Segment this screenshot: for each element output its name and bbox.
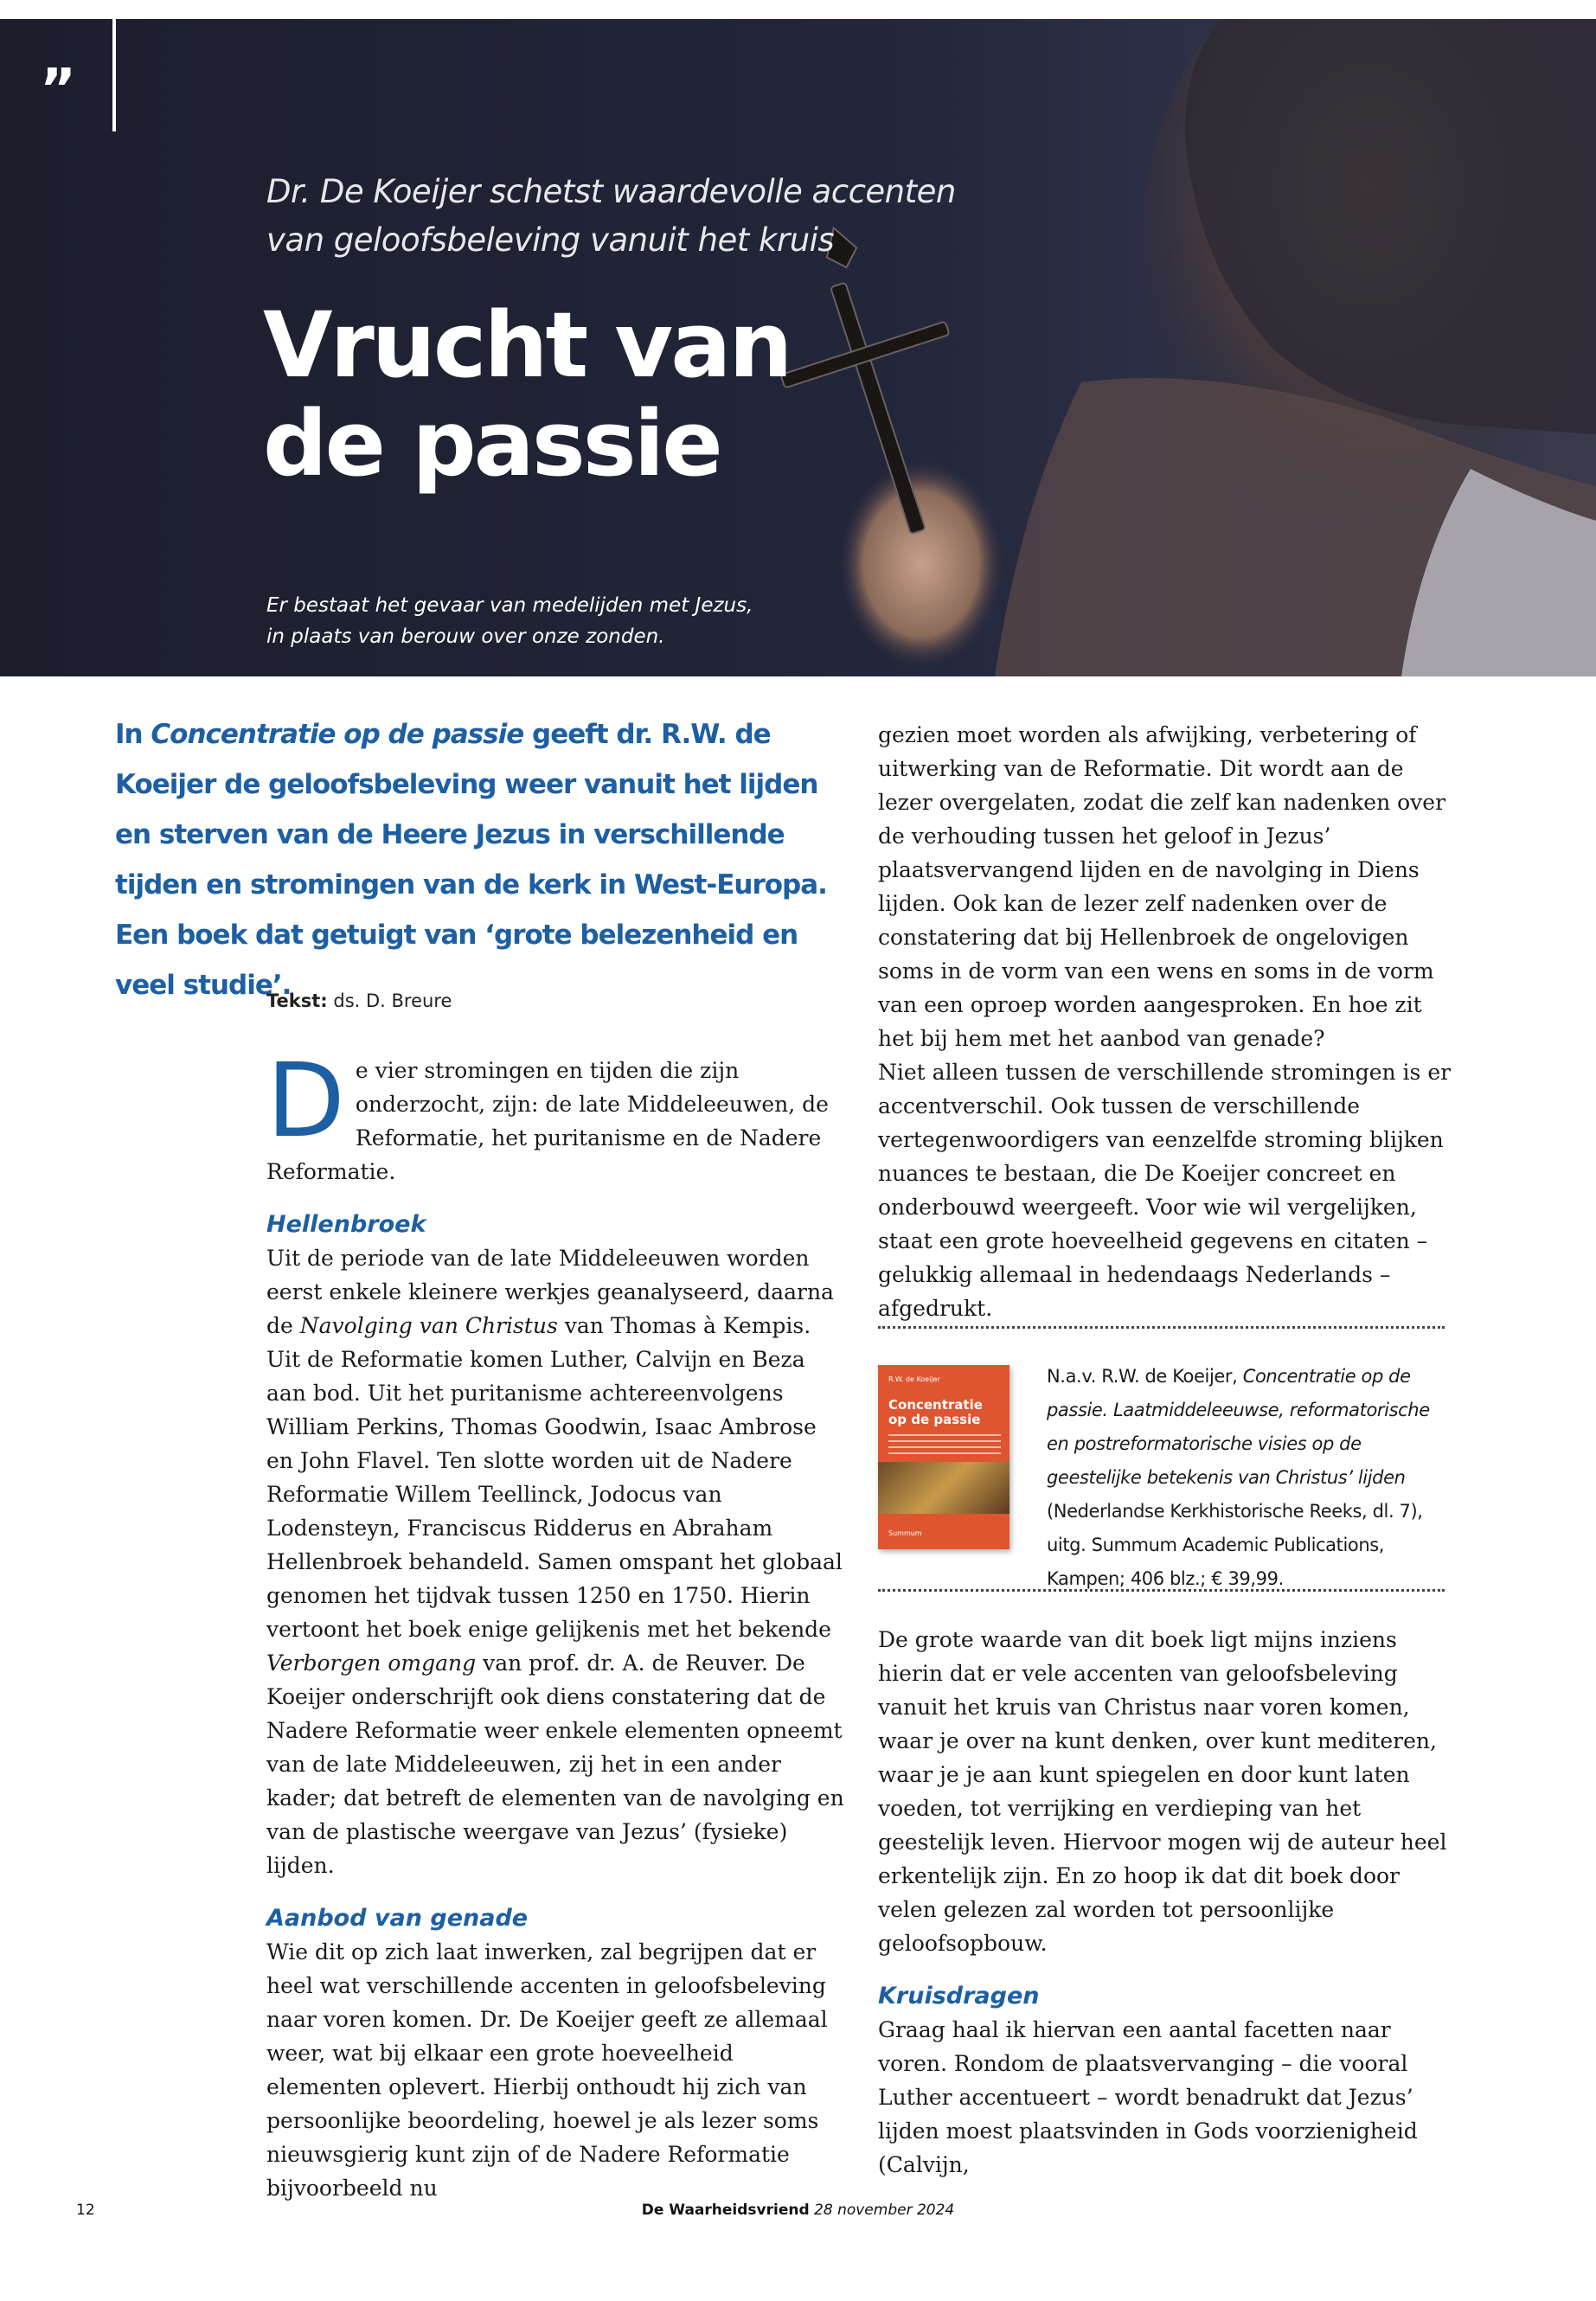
title-line-2: de passie [263,391,721,497]
book-info [1047,1360,1453,1596]
section-heading-kruisdragen: Kruisdragen [878,1983,1040,2009]
intro-text: e vier stromingen en tijden die zijn onderzocht, zijn: de late Middeleeuwen, de Reformatie, het puritanisme en de Nadere Reformatie. [266,1058,829,1184]
right-paragraph-2: Niet alleen tussen de verschillende stromingen is er accentverschil. Ook tussen de verschillende vertegenwoordigers van eenzelfde stroming blijken nuances te bestaan, die De Koeijer concreet en onderbouwd weergeeft. Voor wie wil vergelijken, staat een grote hoeveelheid gegevens en citaten – gelukkig allemaal in hedendaags Nederlands – afgedrukt. [878,1060,1452,1321]
intro-paragraph [266,1041,846,1189]
drop-cap: D [266,1041,345,1160]
caption-line-2: in plaats van berouw over onze zonden. [266,625,665,648]
book-cover-subtitle-lines [888,1434,1001,1458]
hero-vertical-rule [112,19,116,131]
section-2-paragraph: Wie dit op zich laat inwerken, zal begrijpen dat er heel wat verschillende accenten in geloofsbeleving naar voren komen. Dr. De Koeijer geeft ze allemaal weer, wat bij elkaar een grote hoeveelheid elementen oplevert. Hierbij onthoudt hij zich van persoonlijke beoordeling, hoewel je als lezer soms nieuwsgierig kunt zijn of de Nadere Reformatie bijvoorbeeld nu [266,1939,828,2201]
book-box-divider-top [878,1326,1445,1329]
magazine-name: De Waarheidsvriend [641,2202,810,2219]
book-cover-author: R.W. de Koeijer [888,1375,940,1383]
section-1-text-a: Uit de periode van de late Middeleeuwen worden eerst enkele kleinere werkjes geanalyseerd, daarna de [266,1246,834,1338]
byline-author: ds. D. Breure [333,990,452,1011]
photo-caption [266,590,872,652]
right-paragraph-1: gezien moet worden als afwijking, verbetering of uitwerking van de Reformatie. Dit wordt aan de lezer overgelaten, zodat die zelf kan nadenken over de verhouding tussen het geloof in Jezus’ plaatsvervangend lijden en de navolging in Diens lijden. Ook kan de lezer zelf nadenken over de constatering dat bij Hellenbroek de ongelovigen soms in de vorm van een wens en soms in de vorm van een oproep worden aangesproken. En hoe zit het bij hem met het aanbod van genade? [878,722,1446,1051]
right-paragraph-3: De grote waarde van dit boek ligt mijns inziens hierin dat er vele accenten van geloofsbeleving vanuit het kruis van Christus naar voren komen, waar je over na kunt denken, over kunt mediteren, waar je je aan kunt spiegelen en door kunt laten voeden, tot verrijking en verdieping van het geestelijk leven. Hiervoor mogen wij de auteur heel erkentelijk zijn. En zo hoop ik dat dit boek door velen gelezen zal worden tot persoonlijke geloofsopbouw. [878,1627,1447,1956]
section-3-paragraph: Graag haal ik hiervan een aantal facetten naar voren. Rondom de plaatsvervanging – die vooral Luther accentueert – wordt benadrukt dat Jezus’ lijden moest plaatsvinden in Gods voorzienigheid (Calvijn, [878,2017,1418,2177]
article-column-right-bottom [878,1623,1458,2182]
byline [266,990,452,1011]
page-number: 12 [76,2202,95,2219]
section-heading-aanbod: Aanbod van genade [266,1905,529,1932]
book-cover-image [878,1462,1010,1514]
book-info-details: (Nederlandse Kerkhistorische Reeks, dl. 7), uitg. Summum Academic Publications, Kampen; 406 blz.; € 39,99. [1047,1501,1423,1589]
article-column-right-top [878,718,1458,1325]
section-1-paragraph [266,1241,846,1882]
article-title [263,292,869,497]
footer-publication [0,2202,1596,2219]
book-cover [878,1365,1010,1549]
section-heading-hellenbroek: Hellenbroek [266,1211,426,1238]
article-subtitle [266,168,1045,265]
book-info-prefix: N.a.v. R.W. de Koeijer, [1047,1366,1243,1387]
lead-text: geeft dr. R.W. de Koeijer de geloofsbeleving weer vanuit het lijden en sterven van de Heere Jezus in verschillende tijden en stromingen van de kerk in West-Europa. Een boek dat getuigt van ‘grote belezenheid en veel studie’. [115,719,827,1001]
book-cover-publisher: Summum [888,1529,922,1537]
hero-banner [0,19,1596,676]
lead-paragraph [115,709,842,1010]
section-1-text-c: van prof. dr. A. de Reuver. De Koeijer onderschrijft ook diens constatering dat de Nadere Reformatie weer enkele elementen opneemt van de late Middeleeuwen, zij het in een ander kader; dat betreft de elementen van de navolging en van de plastische weergave van Jezus’ (fysieke) lijden. [266,1650,844,1878]
article-column-left [266,1041,846,2205]
book-cover-title: Concentratie op de passie [888,1397,983,1427]
subtitle-line-1: Dr. De Koeijer schetst waardevolle accenten [266,173,956,210]
quote-mark-icon: ” [40,58,77,122]
lead-book-title: Concentratie op de passie [151,719,524,750]
lead-prefix: In [115,719,151,750]
section-1-italic-b: Verborgen omgang [266,1650,477,1676]
book-info-title: Concentratie op de passie. Laatmiddeleeuwse, reformatorische en postreformatorische visies op de geestelijke betekenis van Christus’ lijden [1047,1366,1430,1488]
byline-label: Tekst: [266,990,328,1011]
section-1-italic-a: Navolging van Christus [299,1313,558,1338]
title-line-1: Vrucht van [263,292,791,398]
section-1-text-b: van Thomas à Kempis. Uit de Reformatie komen Luther, Calvijn en Beza aan bod. Uit het puritanisme achtereenvolgens William Perkins, Thomas Goodwin, Isaac Ambrose en John Flavel. Ten slotte worden uit de Nadere Reformatie Willem Teellinck, Jodocus van Lodensteyn, Franciscus Ridderus en Abraham Hellenbroek behandeld. Samen omspant het globaal genomen het tijdvak tussen 1250 en 1750. Hierin vertoont het boek enige gelijkenis met het bekende [266,1313,843,1642]
caption-line-1: Er bestaat het gevaar van medelijden met Jezus, [266,594,753,617]
issue-date: 28 november 2024 [814,2202,955,2219]
book-box-divider-bottom [878,1589,1445,1592]
subtitle-line-2: van geloofsbeleving vanuit het kruis [266,221,835,259]
